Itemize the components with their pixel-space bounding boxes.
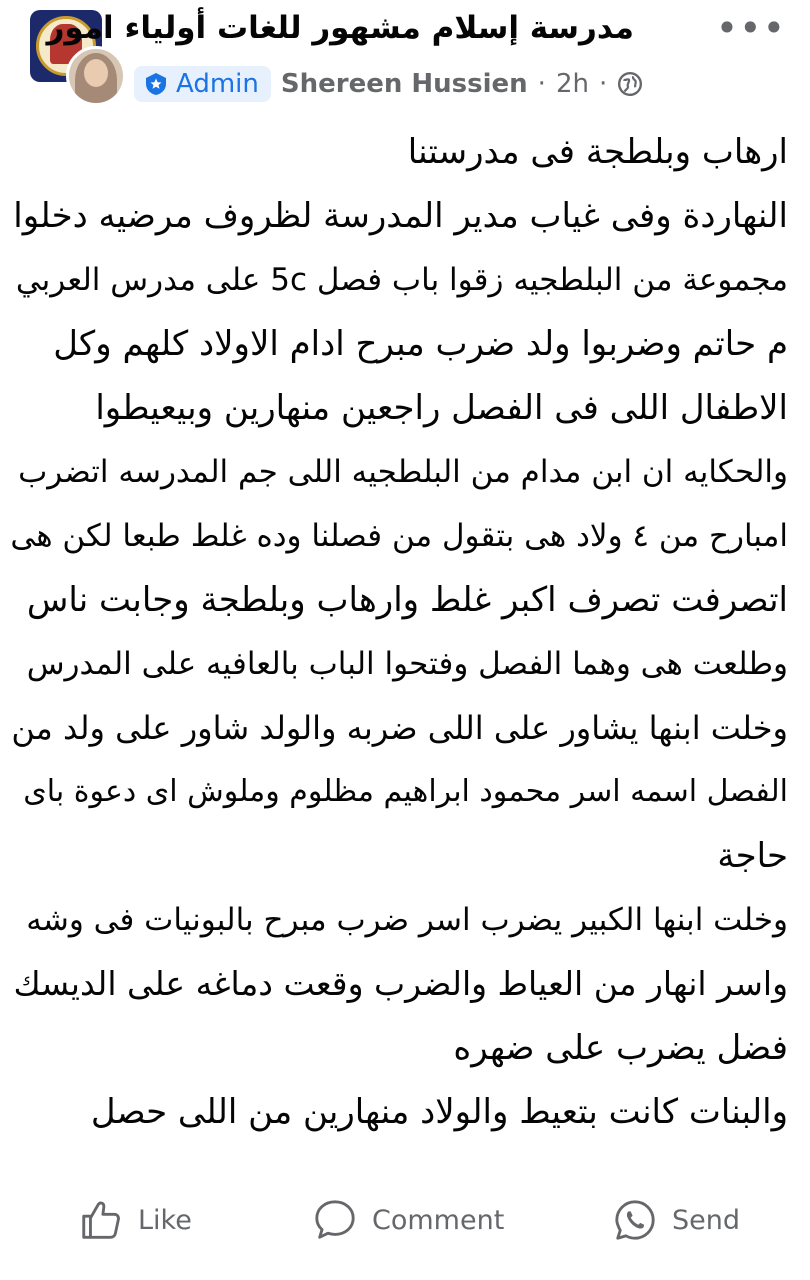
meta-separator: · [537, 69, 546, 99]
post-text-line: وطلعت هى وهما الفصل وفتحوا الباب بالعافيه على المدرس [26, 646, 788, 682]
post-timestamp[interactable]: 2h [555, 69, 589, 99]
whatsapp-icon [612, 1197, 658, 1243]
send-button[interactable] [612, 1196, 740, 1244]
author-avatar-face [84, 59, 108, 87]
group-name-link[interactable]: مدرسة إسلام مشهور للغات أولياء امور [46, 10, 634, 46]
post-text-line: النهاردة وفى غياب مدير المدرسة لظروف مرضيه دخلوا [13, 196, 788, 236]
post-text-line: والبنات كانت بتعيط والولاد منهارين من اللى حصل [90, 1092, 788, 1132]
shield-star-icon [144, 72, 168, 96]
send-label: Send [672, 1204, 741, 1236]
post-text-line: الاطفال اللى فى الفصل راجعين منهارين وبيعيطوا [95, 388, 788, 428]
comment-button[interactable] [312, 1196, 504, 1244]
post-text-line: فضل يضرب على ضهره [453, 1028, 788, 1068]
post-meta [134, 64, 643, 104]
post-text-line: اتصرفت تصرف اكبر غلط وارهاب وبلطجة وجابت ناس [26, 580, 788, 620]
more-dots-icon[interactable]: ••• [715, 6, 786, 50]
comment-bubble-icon [312, 1197, 358, 1243]
post-text-line: م حاتم وضربوا ولد ضرب مبرح ادام الاولاد كلهم وكل [53, 324, 788, 364]
post-text-line: حاجة [717, 836, 788, 876]
like-button[interactable] [78, 1196, 192, 1244]
admin-badge-label: Admin [176, 69, 259, 99]
post-header [0, 0, 810, 110]
post-text-line: ارهاب وبلطجة فى مدرستنا [407, 132, 788, 172]
author-avatar[interactable] [66, 46, 126, 106]
comment-label: Comment [372, 1204, 505, 1236]
like-label: Like [138, 1204, 192, 1236]
post-text-line: وخلت ابنها الكبير يضرب اسر ضرب مبرح بالبونيات فى وشه [26, 902, 788, 938]
author-name-link[interactable]: Shereen Hussien [280, 69, 528, 99]
post-text-line: الفصل اسمه اسر محمود ابراهيم مظلوم وملوش اى دعوة باى [23, 774, 788, 809]
globe-icon[interactable] [617, 71, 643, 97]
post-text-line: امبارح من ٤ ولاد هى بتقول من فصلنا وده غلط طبعا لكن هى [10, 518, 788, 554]
post-text-line: واسر انهار من العياط والضرب وقعت دماغه على الديسك [13, 964, 788, 1003]
admin-badge[interactable] [134, 66, 271, 102]
meta-separator-2: · [598, 69, 608, 99]
post-actions-bar [0, 1190, 810, 1250]
post-text-line: مجموعة من البلطجيه زقوا باب فصل 5c على مدرس العربي [15, 262, 788, 298]
post-text-line: والحكايه ان ابن مدام من البلطجيه اللى جم المدرسه اتضرب [18, 454, 788, 490]
post-text [8, 120, 788, 1144]
thumbs-up-icon [78, 1197, 124, 1243]
post-text-line: وخلت ابنها يشاور على اللى ضربه والولد شاور على ولد من [11, 709, 788, 747]
